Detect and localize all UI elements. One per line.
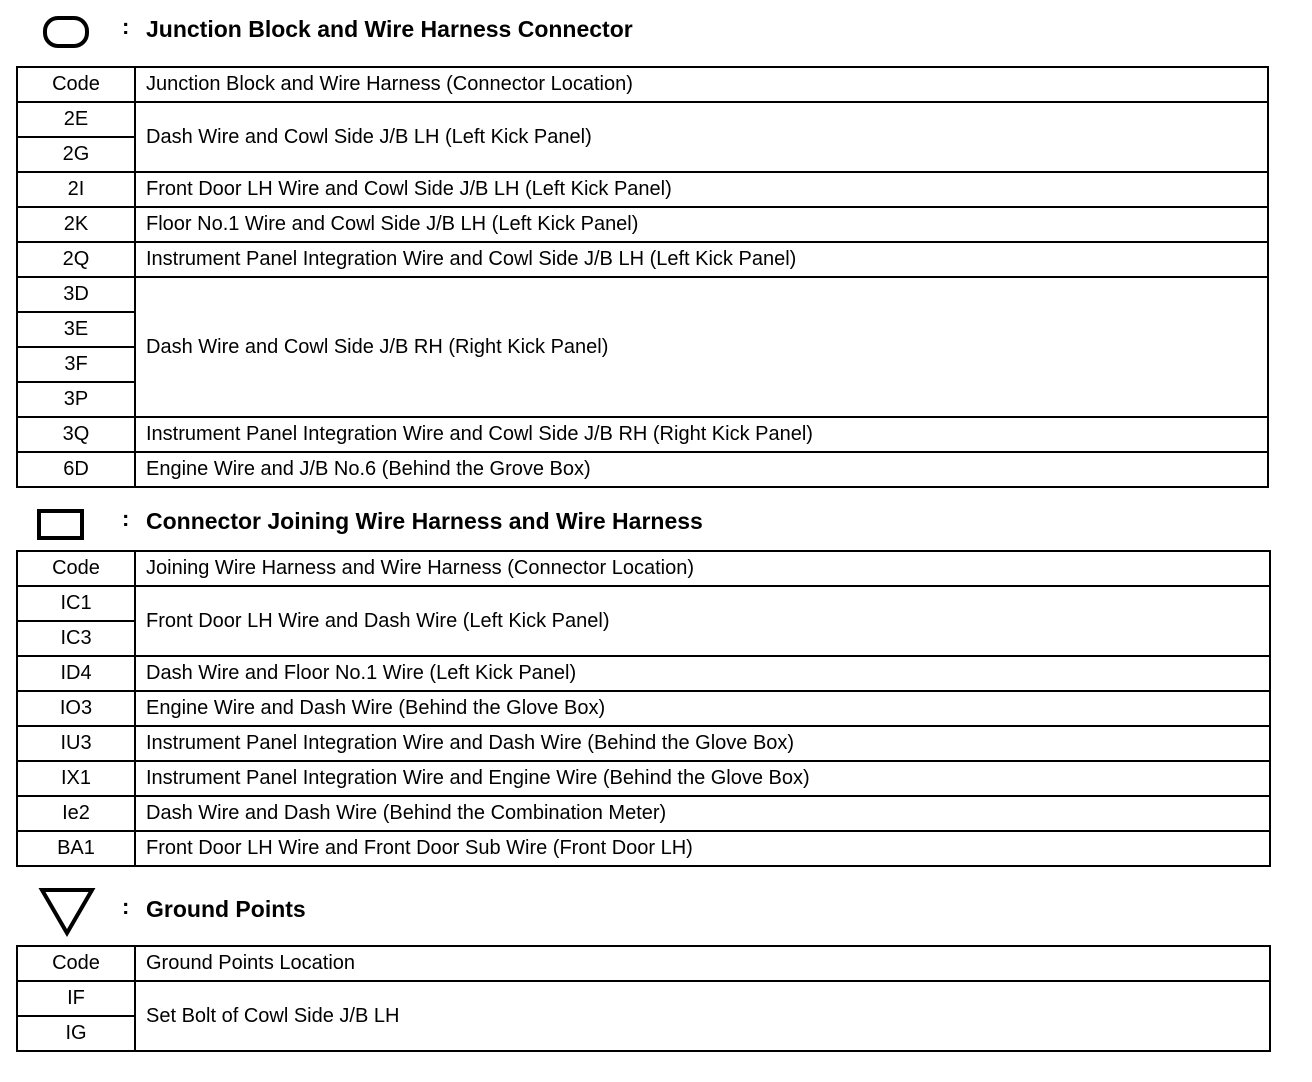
table-row: [17, 981, 1270, 1016]
section-title: Junction Block and Wire Harness Connector: [146, 16, 633, 42]
code-cell: IC1: [17, 586, 135, 621]
code-cell: 6D: [17, 452, 135, 487]
description-cell: Dash Wire and Dash Wire (Behind the Combination Meter): [135, 796, 1270, 831]
table-row: [17, 586, 1270, 621]
description-header: Joining Wire Harness and Wire Harness (Connector Location): [135, 551, 1270, 586]
section-title: Ground Points: [146, 896, 306, 922]
code-cell: 3D: [17, 277, 135, 312]
description-cell: Engine Wire and Dash Wire (Behind the Glove Box): [135, 691, 1270, 726]
code-cell: BA1: [17, 831, 135, 866]
description-cell: Instrument Panel Integration Wire and Engine Wire (Behind the Glove Box): [135, 761, 1270, 796]
code-header: Code: [17, 551, 135, 586]
description-cell: Instrument Panel Integration Wire and Cowl Side J/B RH (Right Kick Panel): [135, 417, 1268, 452]
ground-points-table: [16, 945, 1271, 1052]
code-cell: 2G: [17, 137, 135, 172]
table-row: [17, 452, 1268, 487]
code-cell: IX1: [17, 761, 135, 796]
code-cell: 3P: [17, 382, 135, 417]
description-cell: Instrument Panel Integration Wire and Dash Wire (Behind the Glove Box): [135, 726, 1270, 761]
heading-colon: :: [122, 894, 130, 919]
description-cell: Instrument Panel Integration Wire and Cowl Side J/B LH (Left Kick Panel): [135, 242, 1268, 277]
description-cell: Front Door LH Wire and Front Door Sub Wire (Front Door LH): [135, 831, 1270, 866]
section-heading-ground-points: [0, 886, 1312, 926]
table-row: [17, 417, 1268, 452]
rounded-rectangle-icon: [42, 14, 90, 50]
table-header-row: [17, 551, 1270, 586]
description-cell: Engine Wire and J/B No.6 (Behind the Grove Box): [135, 452, 1268, 487]
triangle-down-icon: [38, 886, 96, 938]
description-cell: Dash Wire and Cowl Side J/B RH (Right Kick Panel): [135, 277, 1268, 417]
code-cell: 3Q: [17, 417, 135, 452]
code-cell: IF: [17, 981, 135, 1016]
code-cell: IU3: [17, 726, 135, 761]
table-row: [17, 277, 1268, 312]
table-row: [17, 102, 1268, 137]
table-row: [17, 207, 1268, 242]
description-cell: Dash Wire and Cowl Side J/B LH (Left Kick Panel): [135, 102, 1268, 172]
code-cell: 3E: [17, 312, 135, 347]
code-cell: 2I: [17, 172, 135, 207]
section-heading-junction-block: [0, 10, 1312, 50]
table-row: [17, 761, 1270, 796]
code-header: Code: [17, 946, 135, 981]
description-header: Junction Block and Wire Harness (Connector Location): [135, 67, 1268, 102]
table-row: [17, 796, 1270, 831]
table-row: [17, 726, 1270, 761]
table-row: [17, 656, 1270, 691]
table-row: [17, 172, 1268, 207]
joining-connector-table: [16, 550, 1271, 867]
code-header: Code: [17, 67, 135, 102]
description-cell: Front Door LH Wire and Cowl Side J/B LH (Left Kick Panel): [135, 172, 1268, 207]
table-row: [17, 691, 1270, 726]
description-cell: Front Door LH Wire and Dash Wire (Left Kick Panel): [135, 586, 1270, 656]
code-cell: ID4: [17, 656, 135, 691]
code-cell: 2K: [17, 207, 135, 242]
table-row: [17, 242, 1268, 277]
code-cell: Ie2: [17, 796, 135, 831]
description-header: Ground Points Location: [135, 946, 1270, 981]
heading-colon: :: [122, 506, 130, 531]
description-cell: Floor No.1 Wire and Cowl Side J/B LH (Left Kick Panel): [135, 207, 1268, 242]
section-title: Connector Joining Wire Harness and Wire Harness: [146, 508, 703, 534]
table-header-row: [17, 946, 1270, 981]
code-cell: 3F: [17, 347, 135, 382]
code-cell: IC3: [17, 621, 135, 656]
description-cell: Dash Wire and Floor No.1 Wire (Left Kick Panel): [135, 656, 1270, 691]
code-cell: IG: [17, 1016, 135, 1051]
code-cell: IO3: [17, 691, 135, 726]
heading-colon: :: [122, 14, 130, 39]
section-heading-joining-connector: [0, 502, 1312, 542]
description-cell: Set Bolt of Cowl Side J/B LH: [135, 981, 1270, 1051]
table-row: [17, 831, 1270, 866]
code-cell: 2Q: [17, 242, 135, 277]
code-cell: 2E: [17, 102, 135, 137]
junction-block-table: [16, 66, 1269, 488]
table-header-row: [17, 67, 1268, 102]
rectangle-icon: [36, 506, 86, 542]
